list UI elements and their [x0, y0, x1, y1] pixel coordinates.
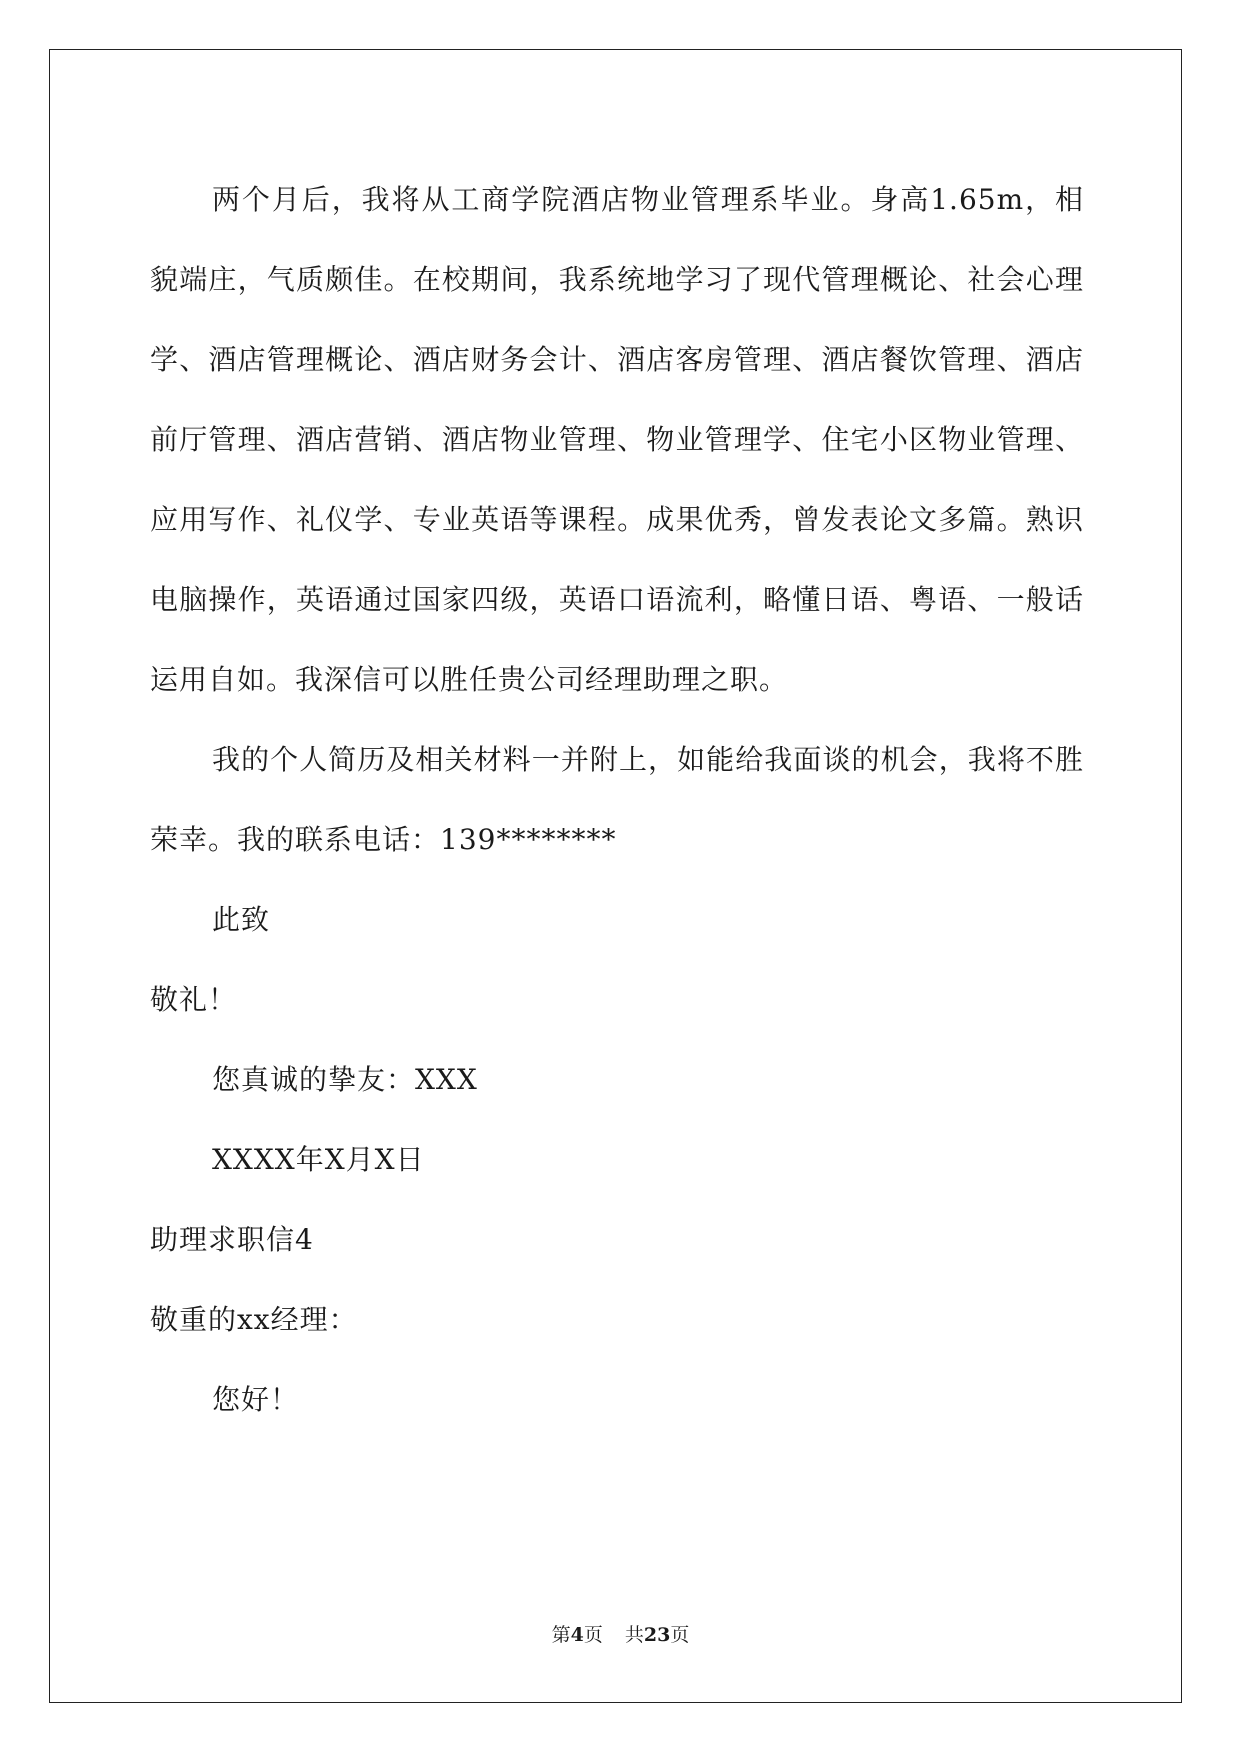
total-prefix: 共	[624, 1624, 644, 1646]
signature-text: 您真诚的挚友：XXX	[212, 1063, 478, 1096]
page-suffix: 页	[583, 1624, 603, 1646]
paragraph-contact: 我的个人简历及相关材料一并附上，如能给我面谈的机会，我将不胜荣幸。我的联系电话：139********	[150, 743, 1084, 856]
section-title: 助理求职信4	[150, 1223, 314, 1256]
total-pages: 23	[643, 1624, 671, 1646]
greeting-text: 敬重的xx经理：	[150, 1303, 358, 1336]
page-prefix: 第	[551, 1624, 571, 1646]
salute-text: 敬礼！	[150, 983, 238, 1016]
closing-text: 此致	[212, 903, 271, 936]
paragraph-education: 两个月后，我将从工商学院酒店物业管理系毕业。身高1.65m，相貌端庄，气质颇佳。在校期间，我系统地学习了现代管理概论、社会心理学、酒店管理概论、酒店财务会计、酒店客房管理、酒店餐饮管理、酒店前厅管理、酒店营销、酒店物业管理、物业管理学、住宅小区物业管理、应用写作、礼仪学、专业英语等课程。成果优秀，曾发表论文多篇。熟识电脑操作，英语通过国家四级，英语口语流利，略懂日语、粤语、一般话运用自如。我深信可以胜任贵公司经理助理之职。	[150, 183, 1084, 696]
page-footer	[0, 1620, 1241, 1647]
total-suffix: 页	[670, 1624, 690, 1646]
date-text: XXXX年X月X日	[212, 1143, 425, 1176]
hello-text: 您好！	[212, 1383, 300, 1416]
page-number: 4	[570, 1624, 584, 1646]
document-body	[150, 160, 1084, 1440]
